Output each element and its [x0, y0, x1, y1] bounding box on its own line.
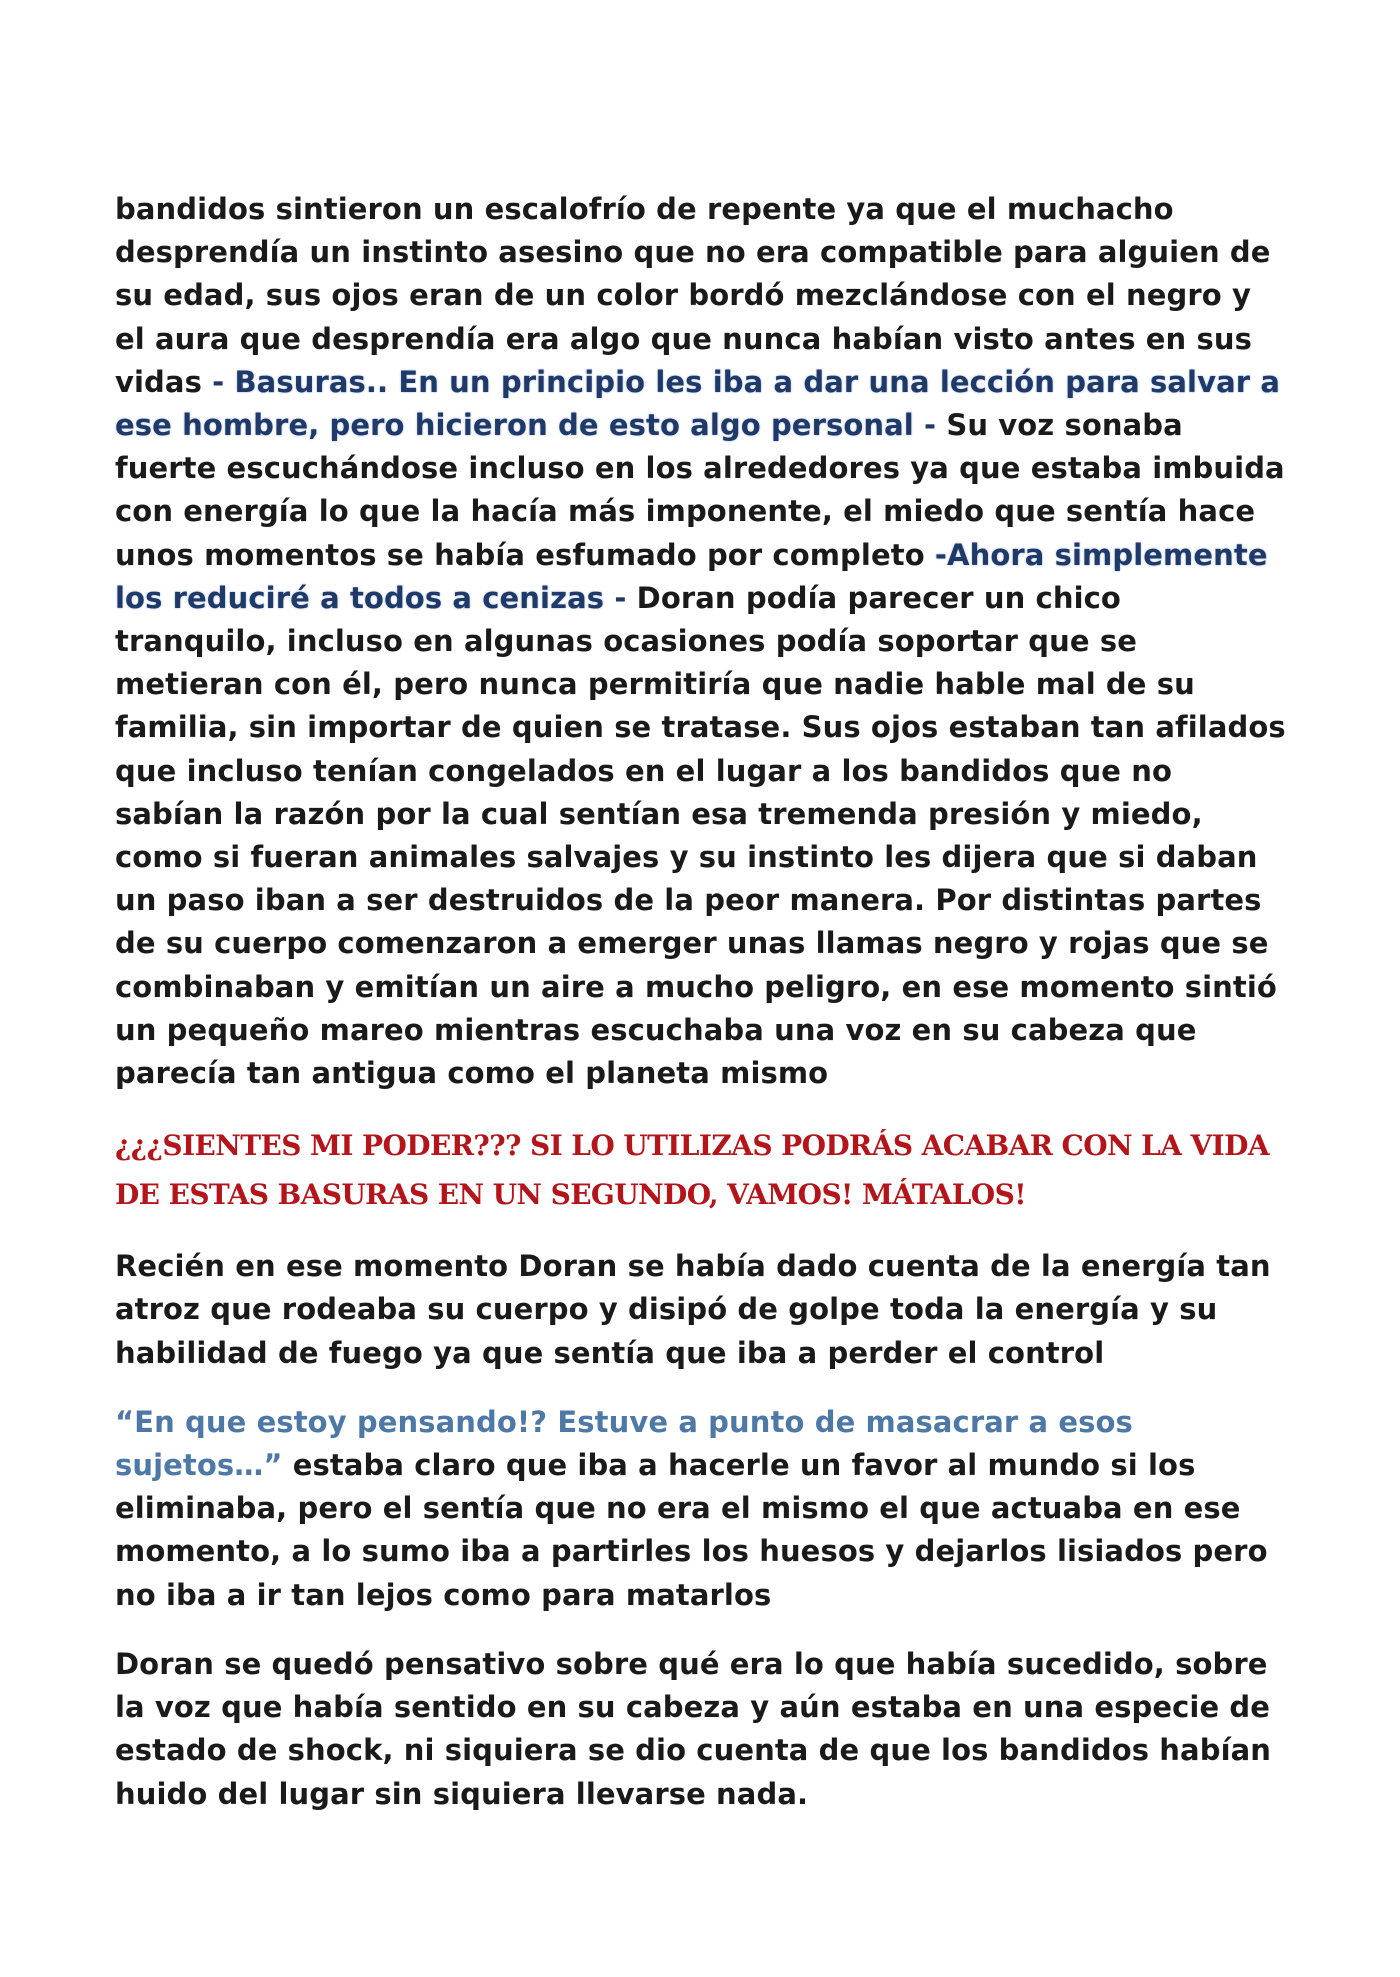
narrative-text: bandidos sintieron un escalofrío de repente ya que el muchacho desprendía un instinto asesino que no era compatible para alguien de su edad, sus ojos eran de un color bordó mezclándose con el negro y el aura que desprendía era algo que nunca habían visto antes en sus vidas [115, 192, 1271, 399]
dialogue-dash: - [614, 580, 627, 615]
narrative-paragraph-3 [115, 1401, 1290, 1617]
narrative-text: Su voz sonaba fuerte escuchándose incluso en los alrededores ya que estaba imbuida con energía lo que la hacía más imponente, el miedo que sentía hace unos momentos se había esfumado por completo [115, 408, 1285, 572]
narrative-text: Doran podía parecer un chico tranquilo, incluso en algunas ocasiones podía soportar que se metieran con él, pero nunca permitiría que nadie hable mal de su familia, sin importar de quien se tratase. Sus ojos estaban tan afilados que incluso tenían congelados en el lugar a los bandidos que no sabían la razón por la cual sentían esa tremenda presión y miedo, como si fueran animales salvajes y su instinto les dijera que si daban un paso iban a ser destruidos de la peor manera. Por distintas partes de su cuerpo comenzaron a emerger unas llamas negro y rojas que se combinaban y emitían un aire a mucho peligro, en ese momento sintió un pequeño mareo mientras escuchaba una voz en su cabeza que parecía tan antigua como el planeta mismo [115, 580, 1286, 1091]
narrative-text: estaba claro que iba a hacerle un favor al mundo si los eliminaba, pero el sentía que no era el mismo el que actuaba en ese momento, a lo sumo iba a partirles los huesos y dejarlos lisiados pero no iba a ir tan lejos como para matarlos [115, 1448, 1268, 1612]
dialogue-speech-2: -Ahora simplemente los reduciré a todos a cenizas [115, 537, 1268, 615]
mysterious-voice-text: ¿¿¿SIENTES MI PODER??? SI LO UTILIZAS PODRÁS ACABAR CON LA VIDA DE ESTAS BASURAS EN UN SEGUNDO, VAMOS! MÁTALOS! [115, 1129, 1269, 1212]
narrative-paragraph-2: Recién en ese momento Doran se había dado cuenta de la energía tan atroz que rodeaba su cuerpo y disipó de golpe toda la energía y su habilidad de fuego ya que sentía que iba a perder el control [115, 1249, 1271, 1370]
narrative-paragraph-4: Doran se quedó pensativo sobre qué era lo que había sucedido, sobre la voz que había sentido en su cabeza y aún estaba en una especie de estado de shock, ni siquiera se dio cuenta de que los bandidos habían huido del lugar sin siquiera llevarse nada. [115, 1646, 1272, 1811]
document-page [115, 188, 1290, 1816]
dialogue-dash: - [924, 408, 937, 443]
narrative-paragraph-1 [115, 188, 1290, 1095]
dialogue-speech-1: Basuras.. En un principio les iba a dar una lección para salvar a ese hombre, pero hicieron de esto algo personal [115, 364, 1281, 443]
dialogue-dash: - [212, 364, 225, 399]
inner-thought: “En que estoy pensando!? Estuve a punto de masacrar a esos sujetos…” [115, 1404, 1133, 1483]
